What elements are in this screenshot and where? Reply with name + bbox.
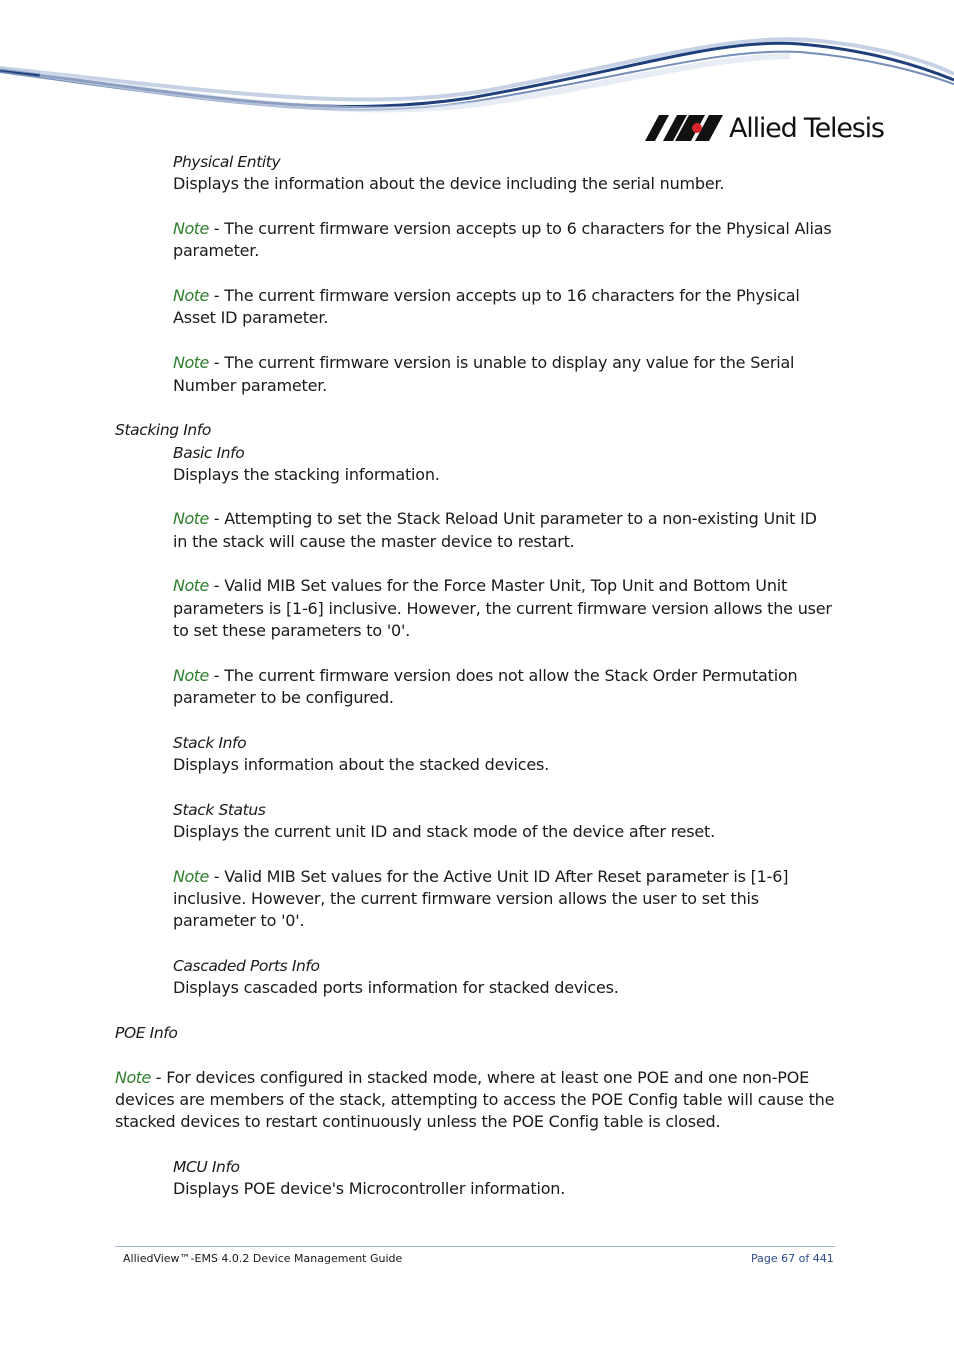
note-label: Note xyxy=(173,286,209,305)
stack-status-desc: Displays the current unit ID and stack mode of the device after reset. xyxy=(173,822,716,841)
basic-info-heading: Basic Info xyxy=(173,444,245,462)
note-paragraph: Note - The current firmware version accepts up to 16 characters for the Physical xyxy=(173,286,800,305)
note-label: Note xyxy=(173,666,209,685)
stack-info-heading: Stack Info xyxy=(173,734,247,752)
mcu-info-desc: Displays POE device's Microcontroller information. xyxy=(173,1179,566,1198)
note-label: Note xyxy=(173,509,209,528)
note-label: Note xyxy=(115,1068,151,1087)
note-line: parameter to '0'. xyxy=(173,911,305,930)
note-label: Note xyxy=(173,353,209,372)
note-line: devices are members of the stack, attempting to access the POE Config table will cause the xyxy=(115,1090,835,1109)
footer-document-title: AlliedView™-EMS 4.0.2 Device Management Guide xyxy=(123,1252,403,1265)
note-line: parameters is [1-6] inclusive. However, the current firmware version allows the user xyxy=(173,599,832,618)
note-paragraph: Note - Attempting to set the Stack Reload Unit parameter to a non-existing Unit ID xyxy=(173,509,817,528)
note-line: inclusive. However, the current firmware version allows the user to set this xyxy=(173,889,759,908)
physical-entity-heading: Physical Entity xyxy=(173,153,281,171)
stacking-info-heading: Stacking Info xyxy=(115,421,211,439)
note-line: Asset ID parameter. xyxy=(173,308,329,327)
note-line: to set these parameters to '0'. xyxy=(173,621,411,640)
note-paragraph: Note - Valid MIB Set values for the Force Master Unit, Top Unit and Bottom Unit xyxy=(173,576,788,595)
note-label: Note xyxy=(173,219,209,238)
cascaded-ports-info-heading: Cascaded Ports Info xyxy=(173,957,320,975)
note-label: Note xyxy=(173,576,209,595)
allied-telesis-logo xyxy=(645,110,884,146)
footer-page-number: Page 67 of 441 xyxy=(751,1252,834,1265)
note-paragraph: Note - The current firmware version accepts up to 6 characters for the Physical Alias xyxy=(173,219,832,238)
basic-info-desc: Displays the stacking information. xyxy=(173,465,440,484)
allied-telesis-logo-icon xyxy=(645,115,723,141)
note-line: in the stack will cause the master device to restart. xyxy=(173,532,575,551)
stack-status-heading: Stack Status xyxy=(173,801,266,819)
cascaded-ports-info-desc: Displays cascaded ports information for stacked devices. xyxy=(173,978,619,997)
note-line: stacked devices to restart continuously unless the POE Config table is closed. xyxy=(115,1112,721,1131)
note-paragraph: Note - Valid MIB Set values for the Active Unit ID After Reset parameter is [1-6] xyxy=(173,867,789,886)
note-line: parameter to be configured. xyxy=(173,688,394,707)
note-paragraph: Note - For devices configured in stacked mode, where at least one POE and one non-POE xyxy=(115,1068,810,1087)
mcu-info-heading: MCU Info xyxy=(173,1158,240,1176)
footer-divider xyxy=(115,1246,835,1247)
logo-wordmark: Allied Telesis xyxy=(729,112,884,144)
stack-info-desc: Displays information about the stacked devices. xyxy=(173,755,549,774)
poe-info-heading: POE Info xyxy=(115,1024,178,1042)
note-line: Number parameter. xyxy=(173,376,328,395)
note-paragraph: Note - The current firmware version does not allow the Stack Order Permutation xyxy=(173,666,798,685)
note-paragraph: Note - The current firmware version is unable to display any value for the Serial xyxy=(173,353,795,372)
note-line: parameter. xyxy=(173,241,260,260)
physical-entity-desc: Displays the information about the device including the serial number. xyxy=(173,174,725,193)
note-label: Note xyxy=(173,867,209,886)
